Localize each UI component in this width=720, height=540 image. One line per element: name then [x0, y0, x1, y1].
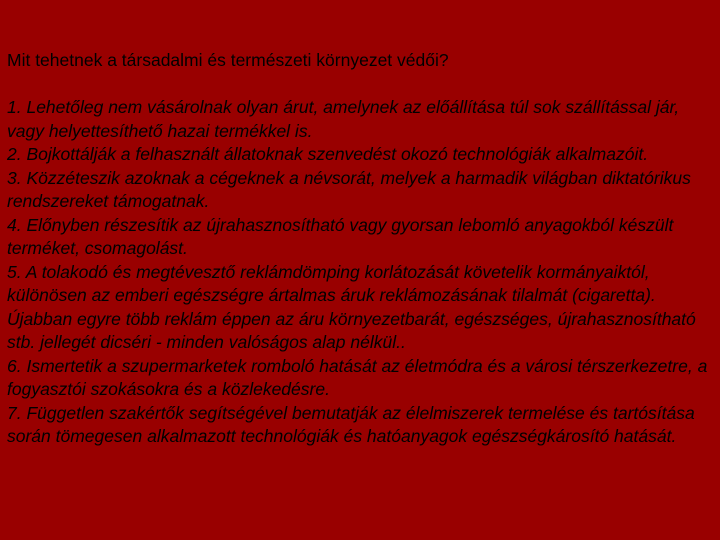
list-item-1: 1. Lehetőleg nem vásárolnak olyan árut, amelynek az előállítása túl sok szállítással jár, vagy helyettesíthető hazai termékkel is.	[7, 97, 680, 141]
list-item-7: 7. Független szakértők segítségével bemutatják az élelmiszerek termelése és tartósítása során tömegesen alkalmazott technológiák és hatóanyagok egészségkárosító hatását.	[7, 402, 695, 446]
list-item-6: 6. Ismertetik a szupermarketek romboló hatását az életmódra és a városi térszerkezetre, a fogyasztói szokásokra és a közlekedésre.	[7, 355, 708, 399]
list-item-3: 3. Közzéteszik azoknak a cégeknek a névsorát, melyek a harmadik világban diktatórikus rendszereket támogatnak.	[7, 167, 691, 211]
slide-question: Mit tehetnek a társadalmi és természeti környezet védői?	[7, 50, 449, 70]
list-item-2: 2. Bojkottálják a felhasznált állatoknak szenvedést okozó technológiák alkalmazóit.	[7, 144, 649, 164]
list-item-4: 4. Előnyben részesítik az újrahasznosítható vagy gyorsan lebomló anyagokból készült terméket, csomagolást.	[7, 214, 674, 258]
list-item-5: 5. A tolakodó és megtévesztő reklámdömping korlátozását követelik kormányaiktól, különösen az emberi egészségre ártalmas áruk reklámozásának tilalmát (cigaretta). Újabban egyre több reklám éppen az áru környezetbarát, egészséges, újrahasznosítható stb. jellegét dicséri - minden valóságos alap nélkül..	[7, 261, 696, 352]
slide-list	[7, 96, 717, 449]
